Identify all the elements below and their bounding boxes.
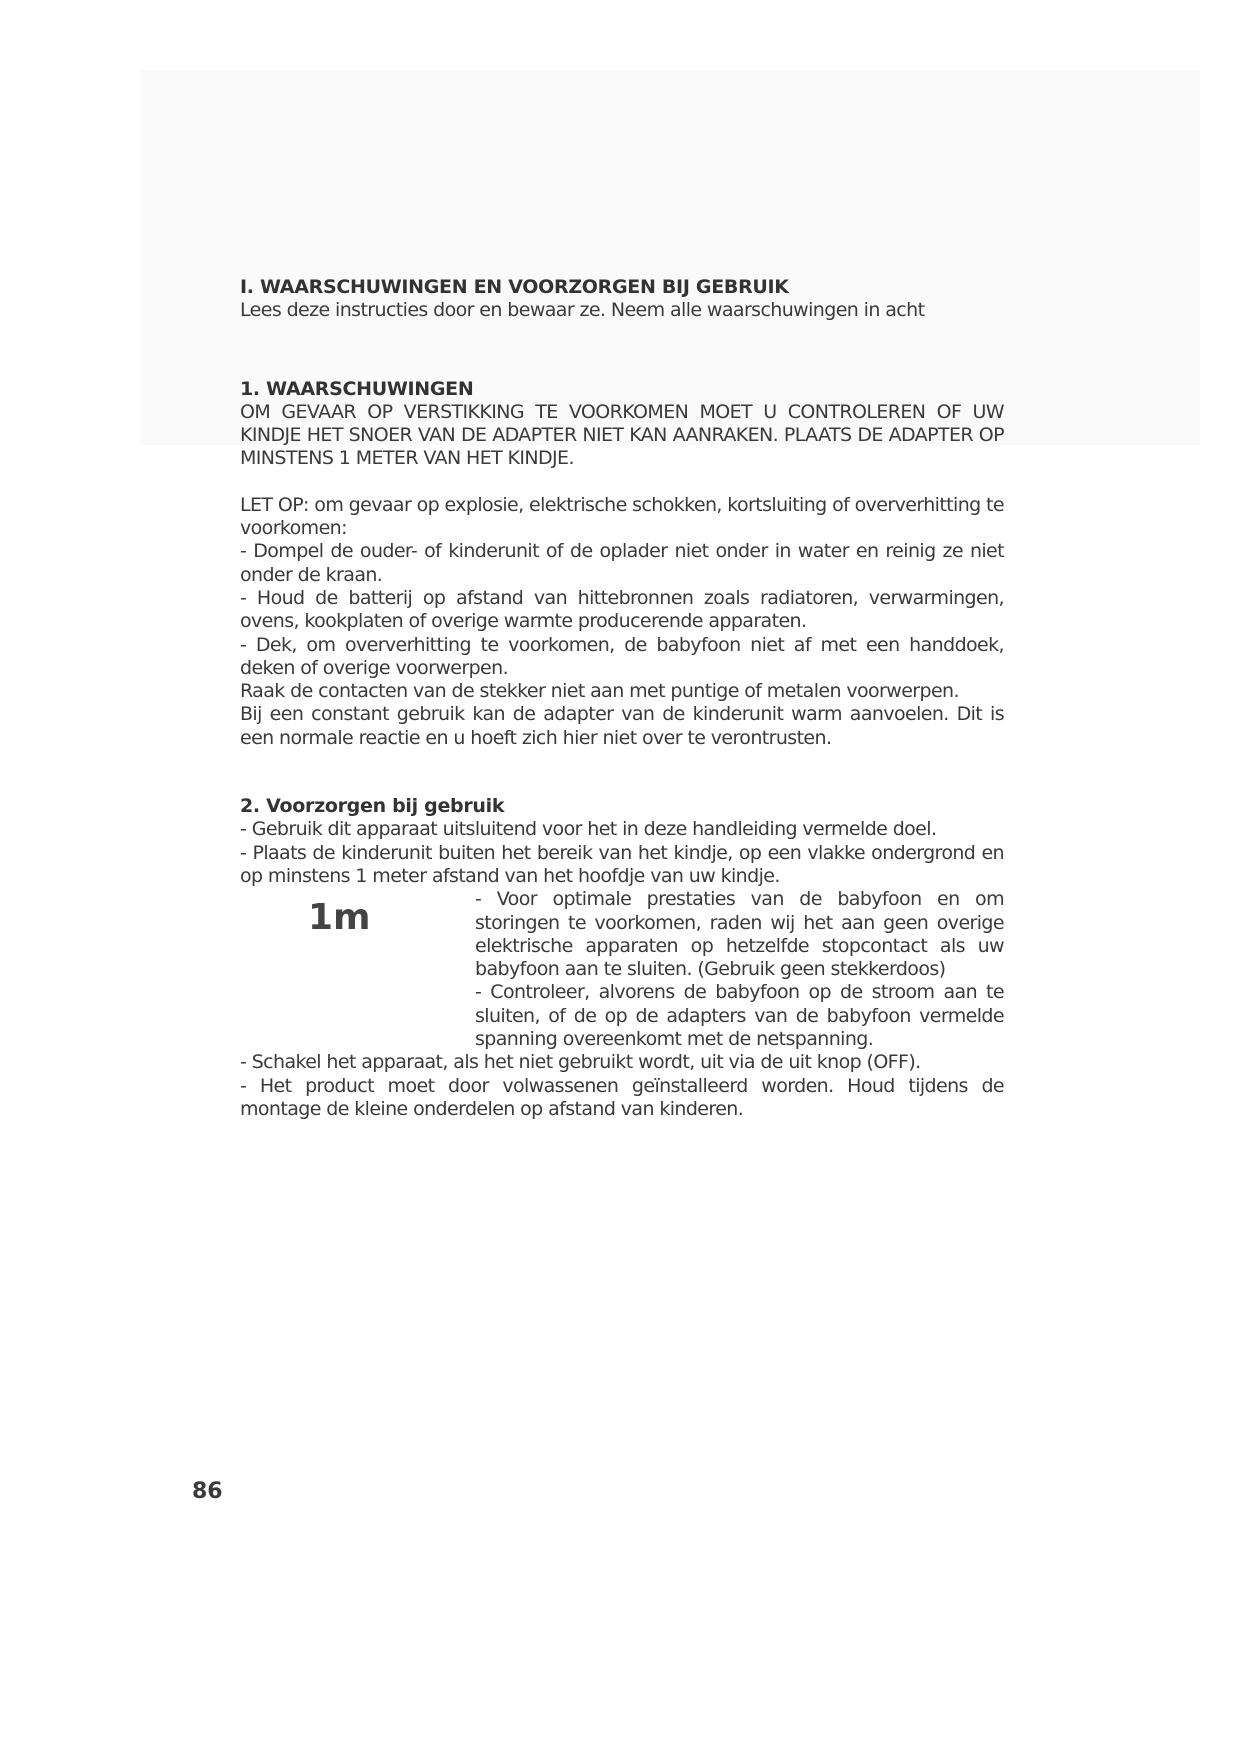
precaution-item: - Voor optimale prestaties van de babyfoon en om storingen te voorkomen, raden wij het aan geen overige elektrische apparaten op hetzelfde stopcontact als uw babyfoon aan te sluiten. (Gebruik geen stekkerdoos) xyxy=(475,888,1004,981)
page-number: 86 xyxy=(192,1479,223,1504)
warning-item: Raak de contacten van de stekker niet aan met puntige of metalen voorwerpen. xyxy=(240,680,959,703)
precaution-item: - Plaats de kinderunit buiten het bereik van het kindje, op een vlakke ondergrond en op minstens 1 meter afstand van het hoofdje van uw kindje. xyxy=(240,841,1004,887)
distance-side-text xyxy=(475,888,1004,1051)
section-main-title: I. WAARSCHUWINGEN EN VOORZORGEN BIJ GEBRUIK xyxy=(240,276,789,298)
precaution-item: - Schakel het apparaat, als het niet gebruikt wordt, uit via de uit knop (OFF). xyxy=(240,1051,921,1074)
warning-item: - Dompel de ouder- of kinderunit of de oplader niet onder in water en reinig ze niet onder de kraan. xyxy=(240,540,1004,586)
precaution-item: - Het product moet door volwassenen geïnstalleerd worden. Houd tijdens de montage de kleine onderdelen op afstand van kinderen. xyxy=(240,1074,1004,1120)
precaution-item: - Gebruik dit apparaat uitsluitend voor het in deze handleiding vermelde doel. xyxy=(240,818,937,841)
precaution-item: - Controleer, alvorens de babyfoon op de stroom aan te sluiten, of de op de adapters van de babyfoon vermelde spanning overeenkomt met de netspanning. xyxy=(475,981,1004,1051)
section-1-title: 1. WAARSCHUWINGEN xyxy=(240,377,474,400)
let-op-paragraph: LET OP: om gevaar op explosie, elektrische schokken, kortsluiting of oververhitting te voorkomen: xyxy=(240,493,1004,540)
warning-item: Bij een constant gebruik kan de adapter van de kinderunit warm aanvoelen. Dit is een normale reactie en u hoeft zich hier niet over te verontrusten. xyxy=(240,703,1004,749)
section-main-intro: Lees deze instructies door en bewaar ze. Neem alle waarschuwingen in acht xyxy=(240,299,925,322)
choking-warning: OM GEVAAR OP VERSTIKKING TE VOORKOMEN MOET U CONTROLEREN OF UW KINDJE HET SNOER VAN DE ADAPTER NIET KAN AANRAKEN. PLAATS DE ADAPTER OP MINSTENS 1 METER VAN HET KINDJE. xyxy=(240,400,1004,470)
warning-item: - Dek, om oververhitting te voorkomen, de babyfoon niet af met een handdoek, deken of overige voorwerpen. xyxy=(240,633,1004,679)
distance-label: 1m xyxy=(308,897,371,939)
page-content xyxy=(240,276,1004,1121)
warning-item: - Houd de batterij op afstand van hittebronnen zoals radiatoren, verwarmingen, ovens, kookplaten of overige warmte producerende apparaten. xyxy=(240,586,1004,633)
section-2-title: 2. Voorzorgen bij gebruik xyxy=(240,795,505,818)
distance-block xyxy=(240,888,1004,1051)
